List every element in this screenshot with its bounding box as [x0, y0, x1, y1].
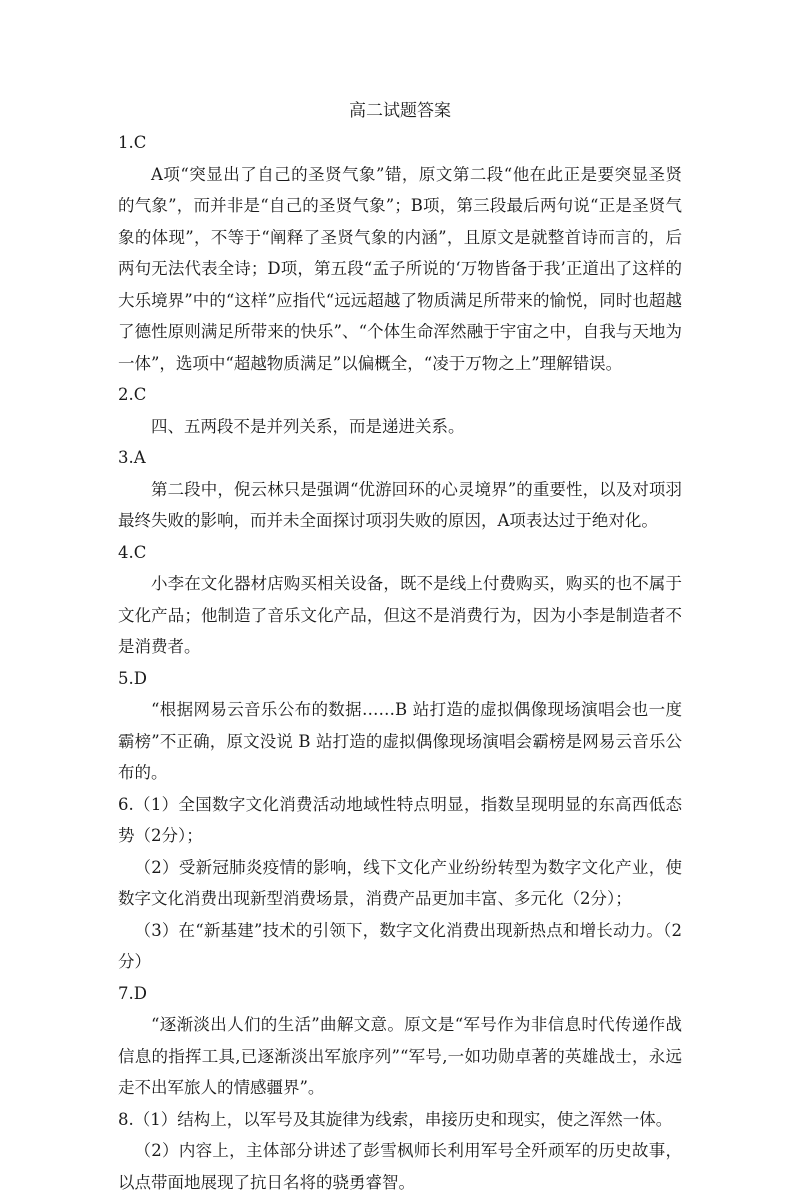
answer-6-point-3: （3）在“新基建”技术的引领下，数字文化消费出现新热点和增长动力。（2分） [118, 920, 682, 971]
answer-8-point-1: 8.（1）结构上，以军号及其旋律为线索，串接历史和现实，使之浑然一体。 [118, 1109, 673, 1129]
answer-number-7: 7.D [118, 983, 147, 1003]
answer-number-3: 3.A [118, 448, 146, 467]
answer-number-2: 2.C [118, 385, 147, 404]
answer-8-point-2: （2）内容上，主体部分讲述了彭雪枫师长利用军号全歼顽军的历史故事，以点带面地展现了抗日名将的骁勇睿智。 [118, 1141, 682, 1192]
explanation-7: “逐渐淡出人们的生活”曲解文意。原文是“军号作为非信息时代传递作战信息的指挥工具,已逐渐淡出军旅序列”“军号,一如功勋卓著的英雄战士，永远走不出军旅人的情感疆界”。 [118, 1015, 682, 1097]
answer-sheet [118, 96, 682, 1198]
answer-number-4: 4.C [118, 542, 147, 562]
explanation-5: “根据网易云音乐公布的数据……B 站打造的虚拟偶像现场演唱会也一度霸榜”不正确，原文没说 B 站打造的虚拟偶像现场演唱会霸榜是网易云音乐公布的。 [118, 700, 682, 782]
explanation-3: 第二段中，倪云林只是强调“优游回环的心灵境界”的重要性，以及对项羽最终失败的影响，而并未全面探讨项羽失败的原因，A项表达过于绝对化。 [118, 479, 682, 530]
explanation-2: 四、五两段不是并列关系，而是递进关系。 [151, 416, 465, 436]
answer-number-5: 5.D [118, 668, 147, 688]
explanation-4: 小李在文化器材店购买相关设备，既不是线上付费购买，购买的也不属于文化产品；他制造了音乐文化产品，但这不是消费行为，因为小李是制造者不是消费者。 [118, 574, 682, 656]
answer-6-point-1: 6.（1）全国数字文化消费活动地域性特点明显，指数呈现明显的东高西低态势（2分）； [118, 794, 682, 845]
answer-6-point-2: （2）受新冠肺炎疫情的影响，线下文化产业纷纷转型为数字文化产业，使数字文化消费出现新型消费场景，消费产品更加丰富、多元化（2分）； [118, 857, 682, 908]
page-title: 高二试题答案 [349, 101, 451, 121]
answer-number-1: 1.C [118, 133, 147, 152]
explanation-1: A项“突显出了自己的圣贤气象”错，原文第二段“他在此正是要突显圣贤的气象”，而并非是“自己的圣贤气象”；B项，第三段最后两句说“正是圣贤气象的体现”，不等于“阐释了圣贤气象的内涵”，且原文是就整首诗而言的，后两句无法代表全诗；D项，第五段“孟子所说的‘万物皆备于我’正道出了这样的大乐境界”中的“这样”应指代“远远超越了物质满足所带来的愉悦，同时也超越了德性原则满足所带来的快乐”、“个体生命浑然融于宇宙之中，自我与天地为一体”，选项中“超越物质满足”以偏概全，“凌于万物之上”理解错误。 [118, 164, 682, 373]
